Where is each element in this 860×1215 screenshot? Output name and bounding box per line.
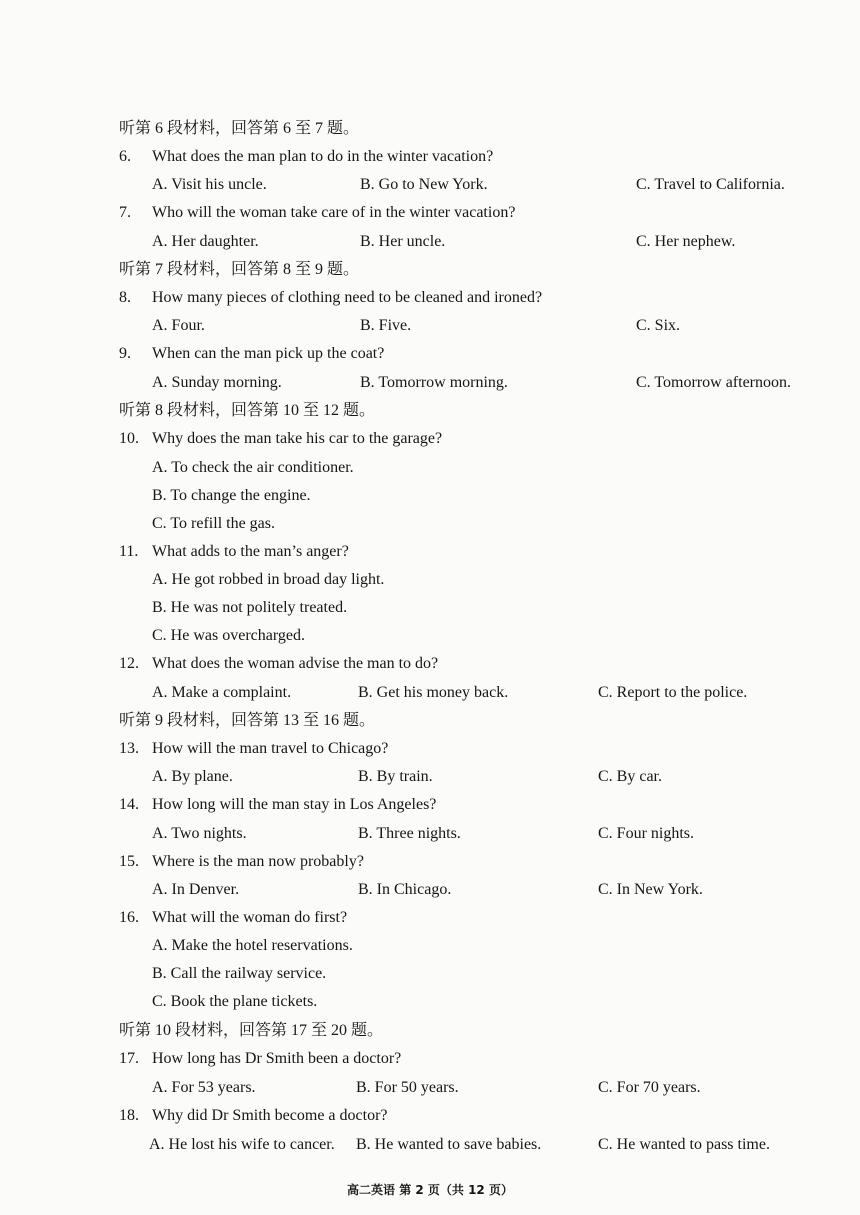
option-a: A. He lost his wife to cancer. — [149, 1136, 335, 1153]
option-b: B. Five. — [360, 317, 412, 334]
option-b: B. Her uncle. — [360, 233, 446, 250]
option-a: A. Sunday morning. — [152, 374, 282, 391]
option-b: B. Three nights. — [358, 825, 461, 842]
page-footer: 高二英语 第 2 页（共 12 页） — [347, 1183, 513, 1197]
option-b: B. In Chicago. — [358, 881, 452, 898]
option-c: C. For 70 years. — [598, 1079, 701, 1096]
question-number: 14. — [119, 796, 139, 813]
question-text: Why does the man take his car to the garage? — [152, 430, 443, 447]
option-c: C. Her nephew. — [636, 233, 736, 250]
question-text: How long will the man stay in Los Angeles? — [152, 796, 437, 813]
question-number: 10. — [119, 430, 139, 447]
option-a: A. By plane. — [152, 768, 233, 785]
option-b: B. Go to New York. — [360, 176, 488, 193]
question-number: 18. — [119, 1107, 139, 1124]
question-number: 13. — [119, 740, 139, 757]
option-b: B. Get his money back. — [358, 684, 509, 701]
option-c: C. He wanted to pass time. — [598, 1136, 770, 1153]
exam-page: 听第 6 段材料，回答第 6 至 7 题。 6. What does the man plan to do in the winter vacation? A. Visit his uncle. B. Go to New York. C. Travel to California. 7. Who will the woman take care of in the winter vacation? A. Her daughter. B. Her uncle. C. Her nephew. 听第 7 段材料，回答第 8 至 9 题。 8. How many pieces of clothing need to be cleaned and ironed? A. Four. B. Five. C. Six. 9. When can the man pick up the coat? A. Sunday morning. B. Tomorrow morning. C. Tomorrow afternoon. 听第 8 段材料，回答第 10 至 12 题。 10. Why does the man take his car to the garage? A. To check the air conditioner. B. To change the engine. C. To refill the gas. 11. What adds to the man’s anger? A. He got robbed in broad day light. B. He was not politely treated. C. He was overcharged. 12. What does the woman advise the man to do? A. Make a complaint. B. Get his money back. C. Report to the police. 听第 9 段材料，回答第 13 至 16 题。 13. How will the man travel to Chicago? A. By plane. B. By train. C. By car. 14. How long will the man stay in Los Angeles? A. Two nights. B. Three nights. C. Four nights. 15. Where is the man now probably? A. In Denver. B. In Chicago. C. In New York. 16. What will the woman do first? A. Make the hotel reservations. B. Call the railway service. C. Book the plane tickets. 听第 10 段材料，回答第 17 至 20 题。 17. How long has Dr Smith been a doctor? A. For 53 years. B. For 50 years. C. For 70 years. 18. Why did Dr Smith become a doctor? A. He lost his wife to cancer. B. He wanted to save babies. C. He wanted to pass time. 高二英语 第 2 页（共 12 页） — [0, 0, 860, 1215]
question-text: How many pieces of clothing need to be cleaned and ironed? — [152, 289, 543, 306]
question-number: 12. — [119, 655, 139, 672]
option-a: A. In Denver. — [152, 881, 240, 898]
option-a: A. Four. — [152, 317, 205, 334]
option-a: A. Visit his uncle. — [152, 176, 267, 193]
question-text: Why did Dr Smith become a doctor? — [152, 1107, 388, 1124]
question-text: Who will the woman take care of in the winter vacation? — [152, 204, 516, 221]
option-c: C. By car. — [598, 768, 662, 785]
question-text: What does the man plan to do in the winter vacation? — [152, 148, 494, 165]
option-b: B. For 50 years. — [356, 1079, 459, 1096]
option-a: A. Her daughter. — [152, 233, 259, 250]
option-a: A. Two nights. — [152, 825, 247, 842]
question-number: 6. — [119, 148, 131, 165]
question-number: 7. — [119, 204, 131, 221]
question-number: 9. — [119, 345, 131, 362]
question-text: What will the woman do first? — [152, 909, 348, 926]
question-number: 16. — [119, 909, 139, 926]
option-c: C. Travel to California. — [636, 176, 785, 193]
option-a: A. For 53 years. — [152, 1079, 256, 1096]
question-number: 17. — [119, 1050, 139, 1067]
option-c: C. Report to the police. — [598, 684, 748, 701]
option-b: B. Tomorrow morning. — [360, 374, 508, 391]
option-b: B. By train. — [358, 768, 433, 785]
question-text: Where is the man now probably? — [152, 853, 364, 870]
option-a: A. Make a complaint. — [152, 684, 292, 701]
question-text: When can the man pick up the coat? — [152, 345, 385, 362]
option-c: C. Tomorrow afternoon. — [636, 374, 791, 391]
question-text: How long has Dr Smith been a doctor? — [152, 1050, 402, 1067]
option-c: C. Six. — [636, 317, 681, 334]
option-c: C. In New York. — [598, 881, 703, 898]
question-number: 11. — [119, 543, 139, 560]
option-b: B. He wanted to save babies. — [356, 1136, 542, 1153]
question-text: What adds to the man’s anger? — [152, 543, 349, 560]
option-c: C. Four nights. — [598, 825, 695, 842]
question-number: 8. — [119, 289, 131, 306]
question-text: What does the woman advise the man to do? — [152, 655, 439, 672]
question-text: How will the man travel to Chicago? — [152, 740, 389, 757]
question-number: 15. — [119, 853, 139, 870]
